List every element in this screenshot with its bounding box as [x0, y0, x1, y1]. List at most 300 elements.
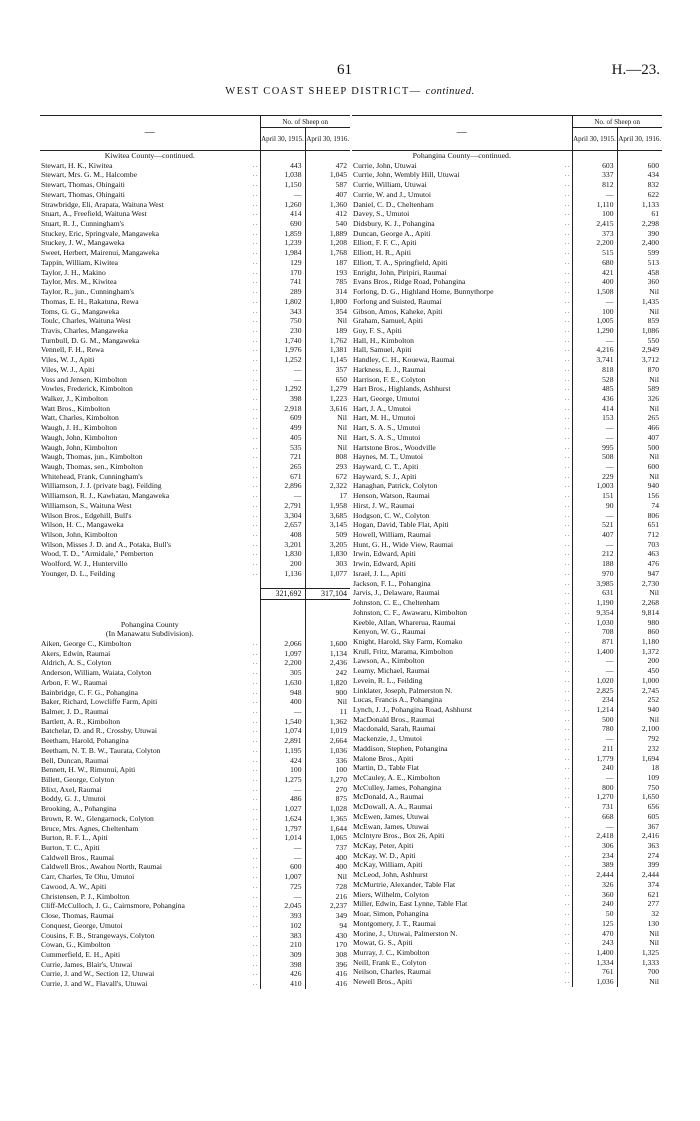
dot-leader: . . — [564, 521, 570, 529]
table-row — [40, 765, 350, 775]
table-row — [40, 452, 350, 462]
sheep-1915: 1,290 — [572, 326, 617, 336]
table-row — [352, 384, 662, 394]
dot-leader: . . — [564, 861, 570, 869]
empty-cell — [260, 600, 305, 610]
col-1915-header: April 30, 1915. — [572, 128, 617, 151]
dot-leader: . . — [564, 579, 570, 587]
section-heading: (In Manawatu Subdivision). — [105, 629, 194, 639]
sheep-1915: 721 — [260, 452, 305, 462]
sheep-1916: 434 — [617, 170, 662, 180]
dot-leader: . . — [252, 356, 258, 364]
sheep-1916: 1,333 — [617, 958, 662, 968]
dot-leader: . . — [252, 229, 258, 237]
right-column — [352, 115, 662, 987]
sheep-1916: 1,600 — [305, 639, 350, 649]
table-row — [40, 882, 350, 892]
owner-name: Williamson, S., Waituna West — [41, 500, 132, 510]
sheep-1916: 293 — [305, 462, 350, 472]
owner-name: Hirst, J. W., Raumai — [353, 500, 415, 510]
sheep-1916: 3,205 — [305, 540, 350, 550]
sheep-1915: — — [572, 336, 617, 346]
dot-leader: . . — [252, 902, 258, 910]
sheep-1915: 100 — [572, 209, 617, 219]
dot-leader: . . — [252, 892, 258, 900]
table-row — [352, 792, 662, 802]
right-sheep-table — [352, 115, 662, 987]
table-row — [352, 491, 662, 501]
dot-leader: . . — [564, 803, 570, 811]
owner-name: McDowall, A. A., Raumai — [353, 802, 433, 812]
sheep-1916: 650 — [305, 375, 350, 385]
dot-leader: . . — [252, 766, 258, 774]
owner-name: McCulley, James, Pohangina — [353, 782, 442, 792]
dot-leader: . . — [564, 472, 570, 480]
dot-leader: . . — [564, 608, 570, 616]
sheep-1916: 509 — [305, 530, 350, 540]
owner-name: Currie, W. and J., Umutoi — [353, 189, 432, 199]
table-row — [352, 423, 662, 433]
table-row — [40, 268, 350, 278]
sheep-1916: 458 — [617, 268, 662, 278]
owner-name: Hart Bros., Highlands, Ashhurst — [353, 384, 451, 394]
table-row — [352, 598, 662, 608]
sheep-1916: 700 — [617, 967, 662, 977]
table-row — [352, 958, 662, 968]
owner-name: Vowles, Frederick, Kimbolton — [41, 384, 133, 394]
sheep-1915: 229 — [572, 472, 617, 482]
table-row — [40, 413, 350, 423]
owner-name: Hogan, David, Table Flat, Apiti — [353, 520, 449, 530]
sheep-1915: 1,400 — [572, 647, 617, 657]
dot-leader: . . — [252, 414, 258, 422]
sheep-1915: — — [572, 462, 617, 472]
table-row — [40, 639, 350, 649]
dot-leader: . . — [252, 550, 258, 558]
sheep-1915: — — [260, 365, 305, 375]
dot-leader: . . — [564, 754, 570, 762]
table-row — [352, 686, 662, 696]
owner-name: Viles, W. J., Apiti — [41, 355, 95, 365]
dot-leader: . . — [252, 443, 258, 451]
table-row — [40, 969, 350, 979]
dot-leader: . . — [564, 628, 570, 636]
dot-leader: . . — [252, 210, 258, 218]
dot-leader: . . — [252, 501, 258, 509]
empty-cell — [260, 620, 305, 630]
sheep-1916: 336 — [305, 756, 350, 766]
sheep-1915: 400 — [260, 697, 305, 707]
sheep-1915: 100 — [572, 307, 617, 317]
dot-leader: . . — [252, 727, 258, 735]
sheep-1916: 1,223 — [305, 394, 350, 404]
sheep-1915: 2,825 — [572, 686, 617, 696]
sheep-1915: 2,045 — [260, 901, 305, 911]
sheep-1915: — — [260, 491, 305, 501]
owner-name: Aldrich, A. S., Colyton — [41, 658, 112, 668]
sheep-1916: 947 — [617, 569, 662, 579]
sheep-1916: 672 — [305, 472, 350, 482]
sheep-1916: 1,360 — [305, 200, 350, 210]
owner-name: Hart, J. A., Umutoi — [353, 403, 412, 413]
sheep-1916: Nil — [617, 287, 662, 297]
owner-name: Batchelar, D. and R., Crossby, Utuwai — [41, 726, 158, 736]
owner-name: Henson, Watson, Raumai — [353, 491, 430, 501]
owner-name: Watt, Charles, Kimbolton — [41, 413, 119, 423]
owner-name: Currie, J. and W., Section 12, Utuwai — [41, 969, 155, 979]
sheep-1916: 2,664 — [305, 736, 350, 746]
sheep-1915: 1,020 — [572, 676, 617, 686]
sheep-1915: 393 — [260, 911, 305, 921]
sheep-1916: 416 — [305, 979, 350, 989]
sheep-1916: Nil — [305, 433, 350, 443]
sheep-1916: 3,145 — [305, 520, 350, 530]
sheep-1916: 265 — [617, 413, 662, 423]
table-row — [40, 170, 350, 180]
owner-name: Hartstone Bros., Woodville — [353, 442, 436, 452]
sheep-1915: 129 — [260, 258, 305, 268]
owner-name: Anderson, William, Waiata, Colyton — [41, 668, 152, 678]
sheep-1916: Nil — [617, 404, 662, 414]
sheep-1915: — — [260, 785, 305, 795]
table-row — [352, 890, 662, 900]
owner-name: Linklater, Joseph, Palmerston N. — [353, 685, 453, 695]
owner-name: Strawbridge, Eli, Arapata, Waituna West — [41, 199, 164, 209]
sheep-1916: 1,362 — [305, 717, 350, 727]
sheep-1915: 1,214 — [572, 705, 617, 715]
sheep-1916: Nil — [305, 316, 350, 326]
sheep-1916: 1,208 — [305, 238, 350, 248]
sheep-1915: 424 — [260, 756, 305, 766]
sheep-1916: 2,298 — [617, 219, 662, 229]
sheep-1915: 90 — [572, 501, 617, 511]
dot-leader: . . — [564, 181, 570, 189]
table-row — [40, 307, 350, 317]
owner-name: McIntyre Bros., Box 26, Apiti — [353, 831, 445, 841]
table-row — [40, 336, 350, 346]
sheep-1916: 1,270 — [305, 775, 350, 785]
table-row — [40, 717, 350, 727]
owner-name: Bell, Duncan, Raumai — [41, 755, 109, 765]
table-row — [352, 860, 662, 870]
sheep-1915: — — [572, 540, 617, 550]
dot-leader: . . — [252, 737, 258, 745]
owner-name: Brown, R. W., Glengarnock, Colyton — [41, 813, 154, 823]
sheep-1916: 875 — [305, 794, 350, 804]
sheep-1916: 500 — [617, 443, 662, 453]
dot-leader: . . — [564, 161, 570, 169]
owner-name: Irwin, Edward, Apiti — [353, 549, 416, 559]
sheep-1915: 2,896 — [260, 481, 305, 491]
table-row — [352, 618, 662, 628]
sheep-1916: 1,381 — [305, 345, 350, 355]
table-row — [352, 345, 662, 355]
owner-name: Stewart, Mrs. G. M., Halcombe — [41, 170, 137, 180]
dot-leader: . . — [252, 521, 258, 529]
sheep-1916: 400 — [305, 862, 350, 872]
owner-name: Williamson, J. J. (private bag), Feilding — [41, 481, 162, 491]
dot-leader: . . — [252, 746, 258, 754]
owner-name: McMurtrie, Alexander, Table Flat — [353, 879, 456, 889]
sheep-1916: 1,077 — [305, 569, 350, 579]
total-1915: 321,692 — [260, 589, 305, 600]
owner-name: Hayward, S. J., Apiti — [353, 471, 417, 481]
sheep-1915: 326 — [572, 880, 617, 890]
sheep-1916: 980 — [617, 618, 662, 628]
table-row — [352, 413, 662, 423]
sheep-1915: 1,270 — [572, 792, 617, 802]
table-row — [40, 481, 350, 491]
sheep-1916: 712 — [617, 530, 662, 540]
sheep-1915: — — [572, 423, 617, 433]
empty-cell — [40, 610, 260, 620]
table-row — [40, 345, 350, 355]
dot-leader: . . — [564, 822, 570, 830]
table-row — [40, 501, 350, 511]
dot-leader: . . — [252, 375, 258, 383]
sheep-1916: Nil — [617, 375, 662, 385]
dot-leader: . . — [564, 832, 570, 840]
owner-name: Kenyon, W. G., Raumai — [353, 627, 426, 637]
owner-name: Sweet, Herbert, Mairenui, Mangaweka — [41, 248, 160, 258]
sheep-1915: 1,150 — [260, 180, 305, 190]
owner-name: Morine, J., Utuwai, Palmerston N. — [353, 928, 458, 938]
sheep-1915: 1,624 — [260, 814, 305, 824]
owner-name: Wood, T. D., "Armidale," Pemberton — [41, 549, 154, 559]
sheep-1915: — — [572, 734, 617, 744]
sheep-1915: 443 — [260, 161, 305, 171]
sheep-1915: 153 — [572, 413, 617, 423]
sheep-1916: 1,325 — [617, 948, 662, 958]
sheep-1916: 367 — [617, 822, 662, 832]
table-row — [352, 919, 662, 929]
dot-leader: . . — [564, 696, 570, 704]
sheep-1915: 1,275 — [260, 775, 305, 785]
sheep-1915: 408 — [260, 530, 305, 540]
dot-leader: . . — [252, 776, 258, 783]
dot-leader: . . — [252, 171, 258, 179]
owner-name: Taylor, R., jun., Cunningham's — [41, 287, 134, 297]
sheep-1916: 2,436 — [305, 658, 350, 668]
table-row — [352, 520, 662, 530]
table-row — [352, 695, 662, 705]
sheep-1916: 1,694 — [617, 754, 662, 764]
sheep-1915: 995 — [572, 443, 617, 453]
total-1916: 317,104 — [305, 589, 350, 600]
empty-cell — [305, 629, 350, 639]
col-1915-header: April 30, 1915. — [260, 128, 305, 151]
dot-leader: . . — [252, 365, 258, 373]
sheep-1916: Nil — [617, 588, 662, 598]
dot-leader: . . — [252, 873, 258, 881]
section-heading: Pohangina County — [120, 619, 179, 629]
table-row — [352, 452, 662, 462]
sheep-1916: 540 — [305, 219, 350, 229]
table-row — [40, 668, 350, 678]
sheep-1916: 32 — [617, 909, 662, 919]
table-row — [352, 666, 662, 676]
owner-name: Gibson, Amos, Kaheke, Apiti — [353, 306, 443, 316]
table-row — [40, 433, 350, 443]
sheep-1916: 2,444 — [617, 870, 662, 880]
dot-leader: . . — [564, 900, 570, 908]
owner-name: Mowat, G. S., Apiti — [353, 938, 413, 948]
table-row — [40, 775, 350, 785]
owner-name: Martin, D., Table Flat — [353, 763, 419, 773]
table-row — [40, 707, 350, 717]
sheep-1916: 656 — [617, 802, 662, 812]
dot-leader: . . — [564, 317, 570, 325]
dot-leader: . . — [564, 735, 570, 743]
blank-row — [40, 579, 350, 589]
sheep-1915: 631 — [572, 588, 617, 598]
owner-name: Graham, Samuel, Apiti — [353, 316, 424, 326]
owner-name: Brooking, A., Pohangina — [41, 804, 117, 814]
table-row — [40, 511, 350, 521]
blank-row — [40, 600, 350, 610]
owner-name: Duncan, George A., Apiti — [353, 228, 431, 238]
owner-name: Waugh, Thomas, jun., Kimbolton — [41, 452, 143, 462]
table-row — [40, 940, 350, 950]
sheep-1915: — — [260, 190, 305, 200]
dot-leader: . . — [564, 492, 570, 500]
sheep-1915: 1,030 — [572, 618, 617, 628]
owner-name: Daniel, C. D., Cheltenham — [353, 199, 434, 209]
dot-leader: . . — [252, 278, 258, 286]
sheep-1915: 800 — [572, 783, 617, 793]
dot-leader: . . — [564, 880, 570, 888]
section-heading-row — [40, 620, 350, 630]
table-row — [352, 763, 662, 773]
table-row — [352, 783, 662, 793]
owner-name: Knight, Harold, Sky Farm, Komako — [353, 636, 463, 646]
sheep-1915: 234 — [572, 851, 617, 861]
owner-name: Newell Bros., Apiti — [353, 977, 413, 987]
dot-leader: . . — [252, 453, 258, 461]
sheep-1915: 1,292 — [260, 384, 305, 394]
sheep-1915: 1,036 — [572, 977, 617, 987]
sheep-1916: Nil — [617, 472, 662, 482]
table-row — [352, 773, 662, 783]
dot-leader: . . — [564, 531, 570, 539]
sheep-1916: 242 — [305, 668, 350, 678]
table-row — [40, 209, 350, 219]
dot-leader: . . — [564, 842, 570, 850]
sheep-1916: Nil — [617, 452, 662, 462]
sheep-1916: 1,133 — [617, 200, 662, 210]
col-1916-header: April 30, 1916. — [305, 128, 350, 151]
owner-name: Younger, D. L., Feilding — [41, 568, 116, 578]
sheep-1915: 1,830 — [260, 549, 305, 559]
owner-name: Miller, Edwin, East Lynne, Table Flat — [353, 899, 468, 909]
sheep-1915: 407 — [572, 530, 617, 540]
sheep-1916: 416 — [305, 969, 350, 979]
table-row — [40, 979, 350, 989]
owner-name: Carr, Charles, Te Ohu, Umutoi — [41, 872, 135, 882]
sheep-1915: 780 — [572, 724, 617, 734]
table-row — [352, 443, 662, 453]
sheep-1915: 680 — [572, 258, 617, 268]
dot-leader: . . — [564, 463, 570, 470]
table-row — [40, 569, 350, 579]
sheep-1915: 521 — [572, 520, 617, 530]
sheep-1916: 466 — [617, 423, 662, 433]
sheep-1916: 2,400 — [617, 238, 662, 248]
dot-leader: . . — [252, 844, 258, 852]
owner-name: Forlong and Suisted, Raumai — [353, 296, 442, 306]
sheep-1915: 1,239 — [260, 238, 305, 248]
dot-leader: . . — [252, 511, 258, 519]
sheep-1915: 2,200 — [260, 658, 305, 668]
sheep-1915: — — [572, 822, 617, 832]
dot-leader: . . — [252, 824, 258, 832]
sheep-1916: 1,800 — [305, 297, 350, 307]
table-row — [40, 785, 350, 795]
owner-name: Hall, Samuel, Apiti — [353, 345, 412, 355]
empty-cell — [40, 579, 260, 589]
sheep-1916: 785 — [305, 277, 350, 287]
dot-leader: . . — [564, 346, 570, 354]
owner-name: Beetham, N. T. B. W., Taurata, Colyton — [41, 745, 161, 755]
empty-cell — [305, 600, 350, 610]
table-row — [352, 627, 662, 637]
table-row — [352, 326, 662, 336]
owner-name: Wilson, H. C., Mangaweka — [41, 520, 124, 530]
sheep-1916: 1,958 — [305, 501, 350, 511]
dot-leader: . . — [564, 210, 570, 218]
dot-leader: . . — [252, 307, 258, 315]
table-row — [40, 277, 350, 287]
sheep-1915: 240 — [572, 899, 617, 909]
owner-name: McEwan, James, Utuwai — [353, 821, 429, 831]
owner-name: Christensen, P. J., Kimbolton — [41, 891, 130, 901]
table-row — [352, 909, 662, 919]
owner-name: Hunt, G. H., Wide View, Raumai — [353, 539, 454, 549]
dot-leader: . . — [564, 268, 570, 276]
table-row — [352, 433, 662, 443]
owner-name: Krull, Fritz, Marama, Kimbolton — [353, 646, 453, 656]
dot-leader: . . — [564, 929, 570, 937]
sheep-1915: 50 — [572, 909, 617, 919]
dot-leader: . . — [564, 501, 570, 509]
sheep-1915: 500 — [572, 715, 617, 725]
sheep-1916: 303 — [305, 559, 350, 569]
sheep-1916: 270 — [305, 785, 350, 795]
sheep-1915: 725 — [260, 882, 305, 892]
sheep-1915: 761 — [572, 967, 617, 977]
table-row — [40, 960, 350, 970]
sheep-1915: 2,657 — [260, 520, 305, 530]
sheep-1915: 383 — [260, 931, 305, 941]
owner-name: Voss and Jensen, Kimbolton — [41, 374, 127, 384]
table-row — [40, 862, 350, 872]
sheep-1915: 2,918 — [260, 404, 305, 414]
sheep-1915: — — [260, 707, 305, 717]
dot-leader: . . — [564, 783, 570, 791]
owner-name: Arbon, F. W., Raumai — [41, 677, 108, 687]
table-row — [352, 812, 662, 822]
sheep-1916: 360 — [617, 277, 662, 287]
table-row — [352, 938, 662, 948]
sheep-1915: 102 — [260, 921, 305, 931]
dot-leader: . . — [564, 725, 570, 733]
sheep-1916: 1,036 — [305, 746, 350, 756]
dot-leader: . . — [564, 618, 570, 626]
owner-name: Turnbull, D. G. M., Mangaweka — [41, 335, 140, 345]
title-suffix: continued. — [425, 86, 475, 97]
owner-name: Currie, J. and W., Flavall's, Utuwai — [41, 979, 148, 989]
sheep-1916: 550 — [617, 336, 662, 346]
